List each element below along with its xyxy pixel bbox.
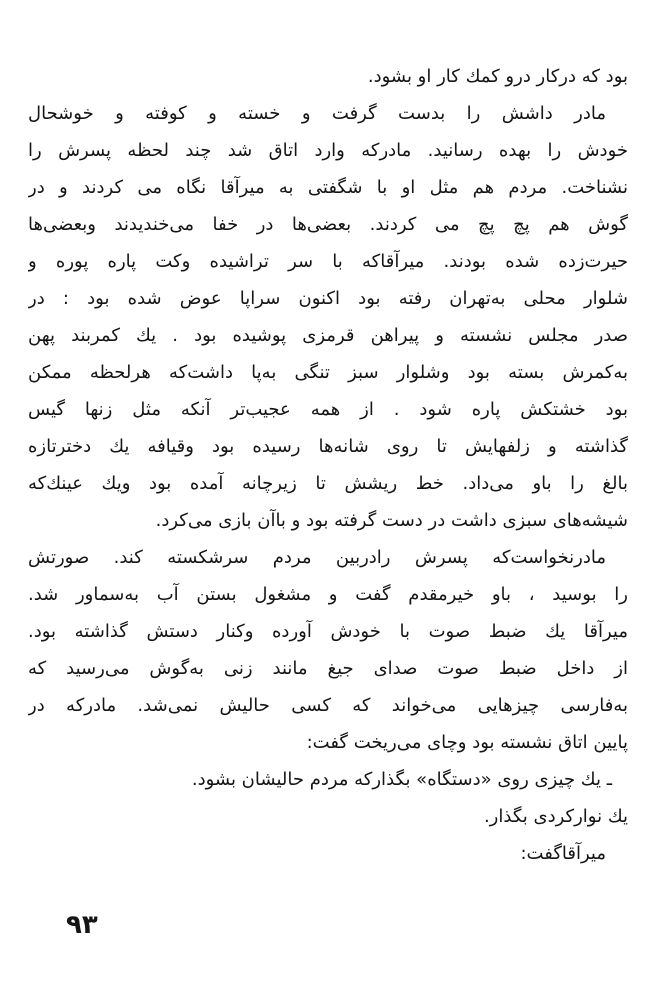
text-line: را بوسید ، باو خیرمقدم گفت و مشغول بستن آب به‌سماور شد. — [28, 584, 628, 605]
text-line: بالغ را باو می‌داد. خط ریشش تا زیرچانه آمده بود ویك عینك‌که — [28, 473, 628, 494]
text-line: شلوار محلی به‌تهران رفته بود اکنون سراپا عوض شده بود : در — [28, 288, 628, 309]
text-line: میرآقا یك ضبط صوت با خودش آورده وکنار دستش گذاشته بود. — [28, 621, 628, 642]
text-line: حیرت‌زده شده بودند. میرآقاکه با سر تراشیده وکت پاره پوره و — [28, 251, 628, 272]
paragraph-start-line: میرآقاگفت: — [520, 843, 606, 864]
text-line: خودش را بهده رسانید. مادرکه وارد اتاق شد چند لحظه پسرش را — [28, 140, 628, 161]
text-line: صدر مجلس نشسته و پیراهن قرمزی پوشیده بود . یك کمربند پهن — [28, 325, 628, 346]
text-line: نشناخت. مردم هم مثل او با شگفتی به میرآقا نگاه می کردند و در — [28, 177, 628, 198]
text-line: بود که درکار درو کمك کار او بشود. — [367, 66, 628, 87]
page-number: ۹۳ — [66, 910, 98, 940]
text-line: بود خشتکش پاره شود . از همه عجیب‌تر آنکه مثل زنها گیس — [28, 399, 628, 420]
paragraph-start-line: مادر داشش را بدست گرفت و خسته و کوفته و خوشحال — [28, 103, 606, 124]
text-line: پایین اتاق نشسته بود وچای می‌ریخت گفت: — [306, 732, 628, 753]
text-line: به‌کمرش بسته بود وشلوار سبز تنگی به‌پا داشت‌که هرلحظه ممکن — [28, 362, 628, 383]
dialogue-line: ـ یك چیزی روی «دستگاه» بگذارکه مردم حالیشان بشود. — [191, 769, 612, 790]
text-line: به‌فارسی چیزهایی می‌خواند که کسی حالیش نمی‌شد. مادرکه در — [28, 695, 628, 716]
text-line: شیشه‌های سبزی داشت در دست گرفته بود و باآن بازی می‌کرد. — [155, 510, 628, 531]
body-text — [28, 58, 628, 872]
text-line: گوش هم پچ پچ می کردند. بعضی‌ها در خفا می‌خندیدند وبعضی‌ها — [28, 214, 628, 235]
text-line: از داخل ضبط صوت صدای جیغ مانند زنی به‌گوش می‌رسید که — [28, 658, 628, 679]
text-line: یك نوارکردی بگذار. — [483, 806, 628, 827]
paragraph-start-line: مادرنخواست‌که پسرش رادربین مردم سرشکسته کند. صورتش — [28, 547, 606, 568]
text-line: گذاشته و زلفهایش تا روی شانه‌ها رسیده بود وقیافه یك دخترتازه — [28, 436, 628, 457]
